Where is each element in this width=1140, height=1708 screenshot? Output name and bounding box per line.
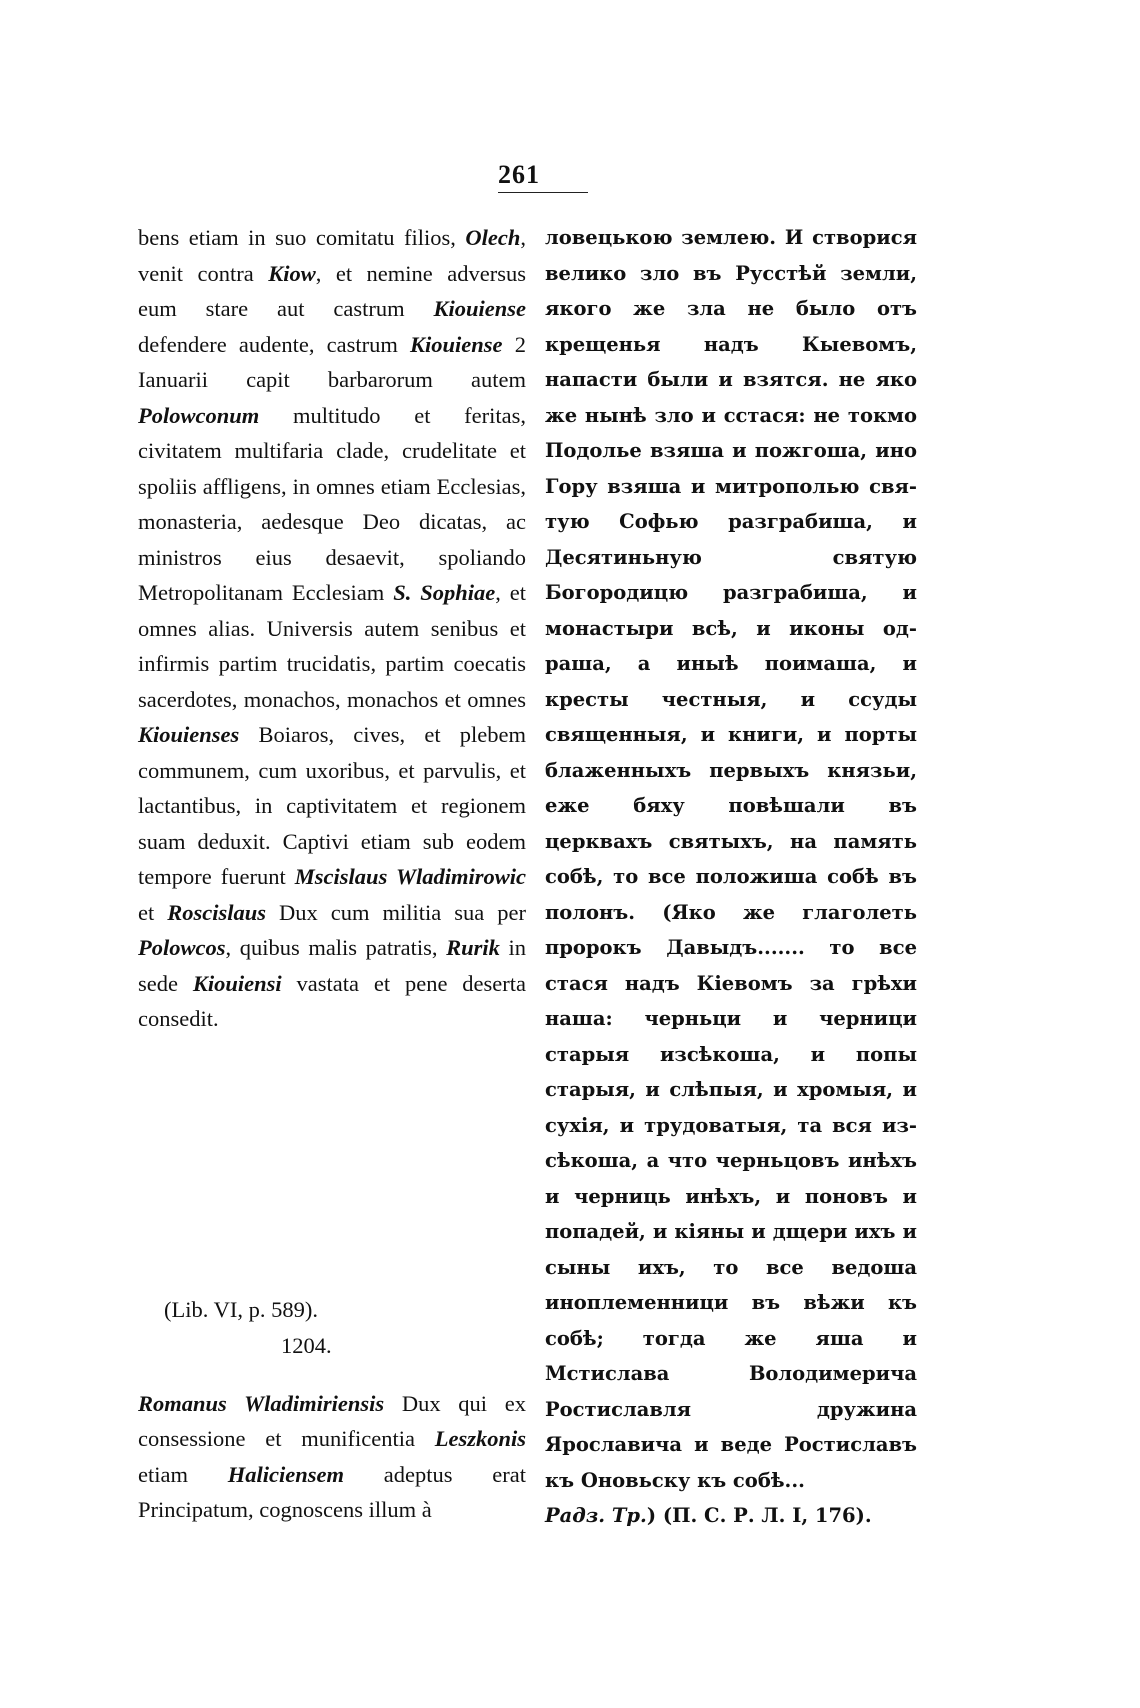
text-run: in sede (138, 935, 526, 996)
italic-text-run: S. Sophiae (393, 580, 496, 605)
italic-text-run: Rurik (446, 935, 500, 960)
right-column-text: ловецькою землею. И створися велико зло въ Русстѣй земли, якого же зла не было отъ крещенья надъ Кыевомъ, напасти были и взятся. не яко же нынѣ зло и сстася: не токмо Подолье взяша и пожгоша, ино Гору взяша и митрополью святую Софью разграбиша, и Десятиньную святую Богородицю разграбиша, и монастыри всѣ, и иконы одраша, а иныѣ поимаша, и кресты честныя, и ссуды священныя, и книги, и порты блаженныхъ первыхъ князьи, еже бяху повѣшали въ церквахъ святыхъ, на память собѣ, то все положиша собѣ въ полонъ. (Яко же глаголеть пророкъ Давыдъ....... то все стася надъ Кіевомъ за грѣхи наша: черньци и черници старыя изсѣкоша, и попы старыя, и слѣпыя, и хромыя, и сухія, и трудоватыя, та вся изсѣкоша, а что черньцовъ инѣхъ и черниць инѣхъ, и поновъ и попадей, и кіяны и дщери ихъ и сыны ихъ, то все ведоша иноплеменници въ вѣжи къ собѣ; тогда же яша и Мстислава Володимерича Ростиславля дружина Ярославича и веде Ростиславъ къ Оновьску къ собѣ... (545, 226, 917, 1492)
text-run: vastata et pene deserta consedit. (138, 970, 527, 1031)
italic-text-run: Polowconum (138, 402, 260, 428)
text-run: Dux qui ex consessione et munificentia (138, 1390, 526, 1451)
italic-text-run: Kiouiensi (192, 970, 282, 996)
right-column (545, 220, 917, 1534)
italic-text-run: Kiow (268, 260, 316, 286)
text-run: etiam (138, 1461, 228, 1487)
text-run: , quibus malis patratis, (225, 935, 447, 960)
text-run: Dux cum militia sua per (266, 899, 526, 925)
right-column-paragraph (545, 220, 917, 1498)
left-column-paragraph (138, 220, 526, 1037)
text-run: , venit contra (138, 225, 526, 286)
text-run: bens etiam in suo comitatu filios, (138, 225, 466, 250)
text-run: multitudo et feritas, civitatem multifaria clade, crudelitate et spoliis affligens, in omnes etiam Ecclesias, monasteria, aedesque Deo dicatas, ac ministros eius desaevit, spoliando Metropolitanam Ecclesiam (138, 402, 526, 605)
text-run: Boiaros, cives, et plebem communem, cum uxoribus, et parvulis, et lactantibus, in captivitatem et regionem suam deduxit. Captivi etiam sub eodem tempore fuerunt (138, 722, 526, 889)
right-column-citation (545, 1498, 917, 1534)
left-column (138, 220, 526, 1037)
italic-text-run: Polowcos (138, 935, 226, 960)
italic-text-run: Kiouiense (410, 331, 503, 357)
text-run: , et omnes alias. Universis autem senibus et infirmis partim trucidatis, partim coecatis sacerdotes, monachos, monachos et omnes (138, 580, 526, 712)
text-run: 2 Ianuarii capit barbarorum autem (138, 331, 526, 392)
reference-block (138, 1292, 526, 1550)
italic-text-run: Olech (465, 225, 521, 250)
text-run: , et nemine adversus eum stare aut castrum (138, 260, 526, 321)
italic-text-run: Roscislaus (167, 899, 267, 925)
italic-text-run: Leszkonis (434, 1426, 526, 1451)
text-run: adeptus erat Principatum, cognoscens illum à (138, 1461, 526, 1522)
library-reference: (Lib. VI, p. 589). (164, 1297, 318, 1322)
italic-text-run: Kiouienses (138, 722, 240, 747)
citation-source: Радз. Тр. (545, 1504, 647, 1527)
text-run: et (138, 899, 168, 925)
reference-paragraph (138, 1386, 526, 1528)
italic-text-run: Mscislaus Wladimirowic (294, 864, 526, 889)
text-run: defendere audente, castrum (138, 331, 411, 357)
year-heading: 1204. (281, 1332, 332, 1358)
italic-text-run: Romanus Wladimiriensis (138, 1390, 385, 1416)
citation-reference: ) (П. С. Р. Л. I, 176). (646, 1504, 872, 1527)
page-number: 261 (498, 160, 540, 189)
italic-text-run: Haliciensem (227, 1461, 344, 1487)
page-number-rule (498, 192, 588, 193)
italic-text-run: Kiouiense (433, 296, 526, 321)
